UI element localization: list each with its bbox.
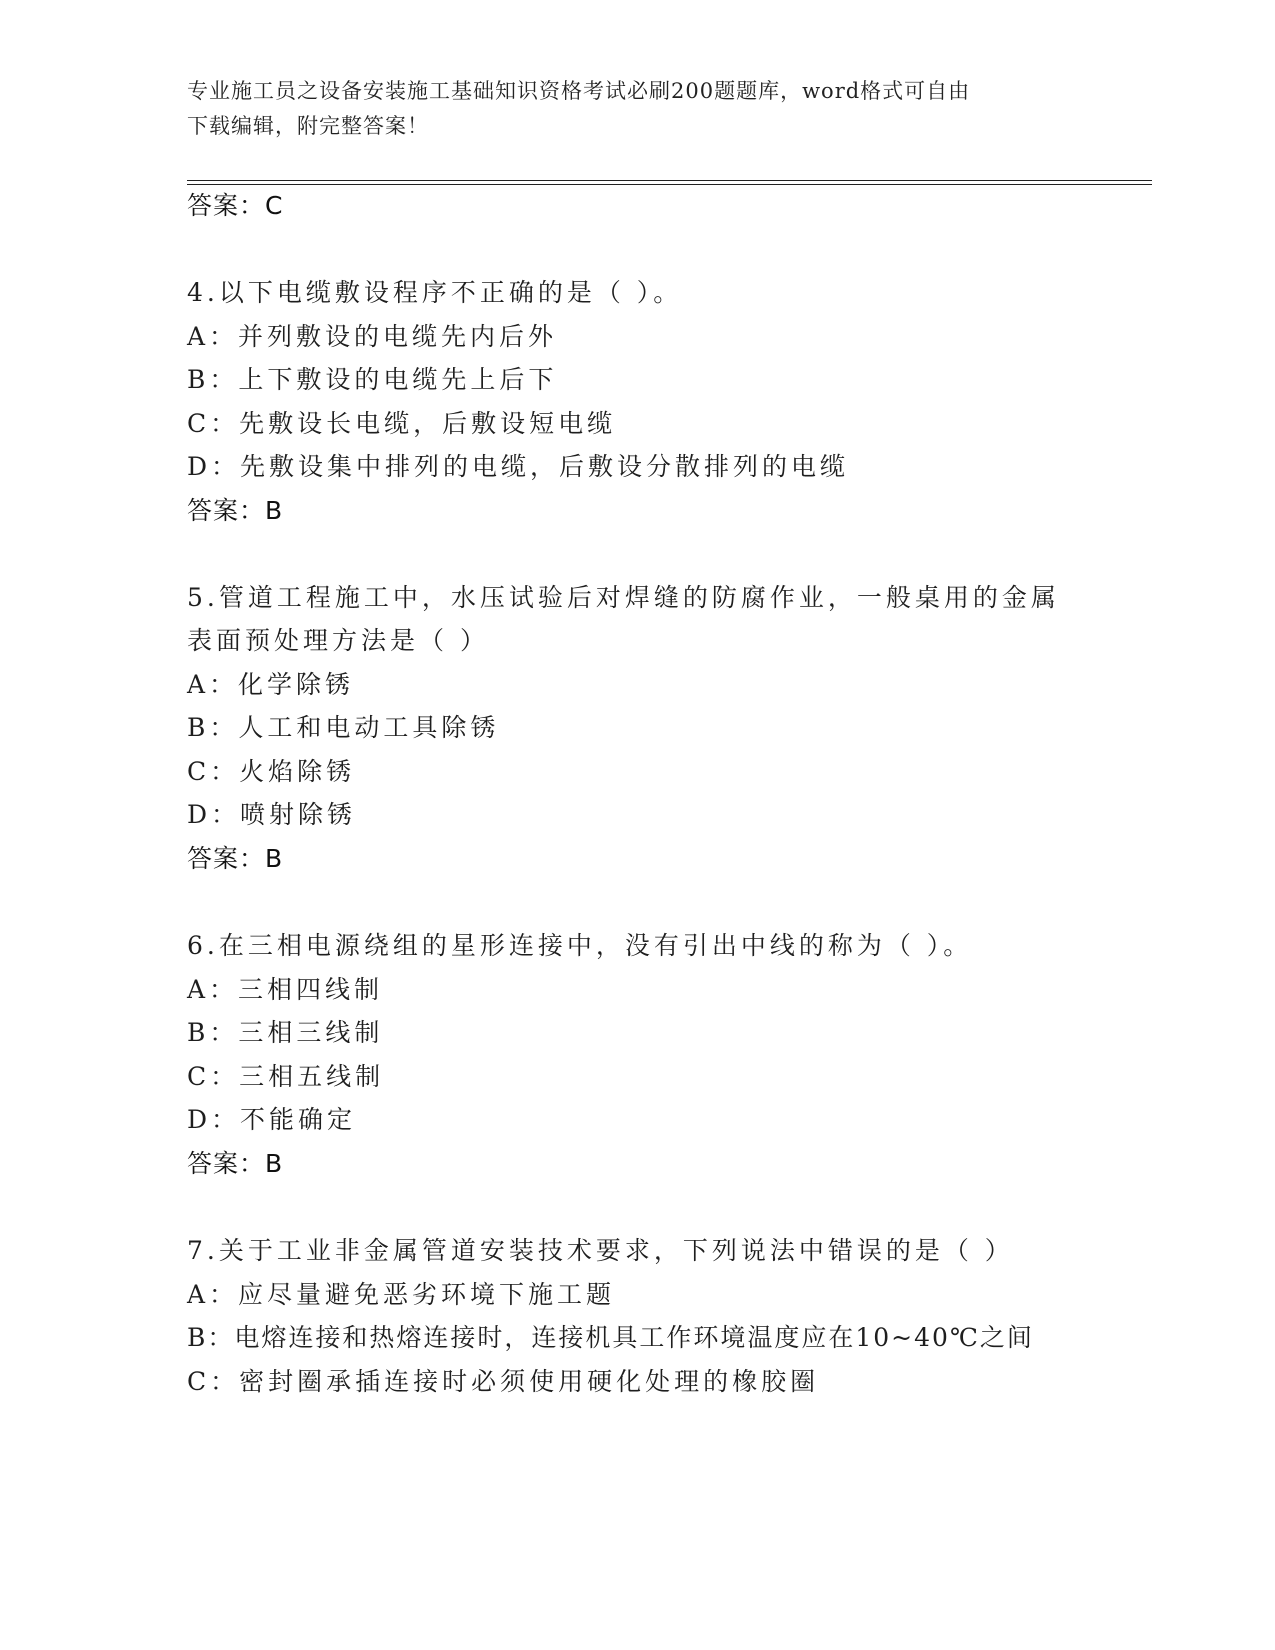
header-rule-top [187,180,1152,181]
question-6-option-c: C：三相五线制 [187,1062,385,1091]
question-5-answer: 答案：B [187,844,284,873]
question-4-option-b: B：上下敷设的电缆先上后下 [187,365,558,394]
question-5-option-d: D：喷射除锈 [187,800,357,829]
document-header [187,74,1067,144]
question-6-stem: 6.在三相电源绕组的星形连接中，没有引出中线的称为（ ）。 [187,931,973,960]
header-line-1: 专业施工员之设备安装施工基础知识资格考试必刷200题题库，word格式可自由 [187,79,971,103]
question-4-option-a: A：并列敷设的电缆先内后外 [187,322,558,351]
question-6-answer: 答案：B [187,1149,284,1178]
question-7-option-b: B：电熔连接和热熔连接时，连接机具工作环境温度应在10~40℃之间 [187,1323,1034,1352]
answer-previous: 答案：C [187,191,284,220]
question-4-option-d: D：先敷设集中排列的电缆，后敷设分散排列的电缆 [187,452,850,481]
question-7-option-a: A：应尽量避免恶劣环境下施工题 [187,1280,616,1309]
question-4-option-c: C：先敷设长电缆，后敷设短电缆 [187,409,617,438]
question-4-answer: 答案：B [187,496,284,525]
question-7-stem: 7.关于工业非金属管道安装技术要求，下列说法中错误的是（ ） [187,1236,1014,1265]
question-5-stem-line-1: 5.管道工程施工中，水压试验后对焊缝的防腐作业，一般桌用的金属 [187,583,1060,612]
header-line-2: 下载编辑，附完整答案！ [187,114,429,138]
header-rule-bottom [187,184,1152,185]
question-5-option-a: A：化学除锈 [187,670,355,699]
question-5-option-b: B：人工和电动工具除锈 [187,713,500,742]
question-6-option-d: D：不能确定 [187,1105,357,1134]
question-4-stem: 4.以下电缆敷设程序不正确的是（ ）。 [187,278,683,307]
question-6-option-b: B：三相三线制 [187,1018,384,1047]
question-7-option-c: C：密封圈承插连接时必须使用硬化处理的橡胶圈 [187,1367,820,1396]
question-5-stem-line-2: 表面预处理方法是（ ） [187,626,489,655]
question-6-option-a: A：三相四线制 [187,975,384,1004]
question-5-option-c: C：火焰除锈 [187,757,356,786]
